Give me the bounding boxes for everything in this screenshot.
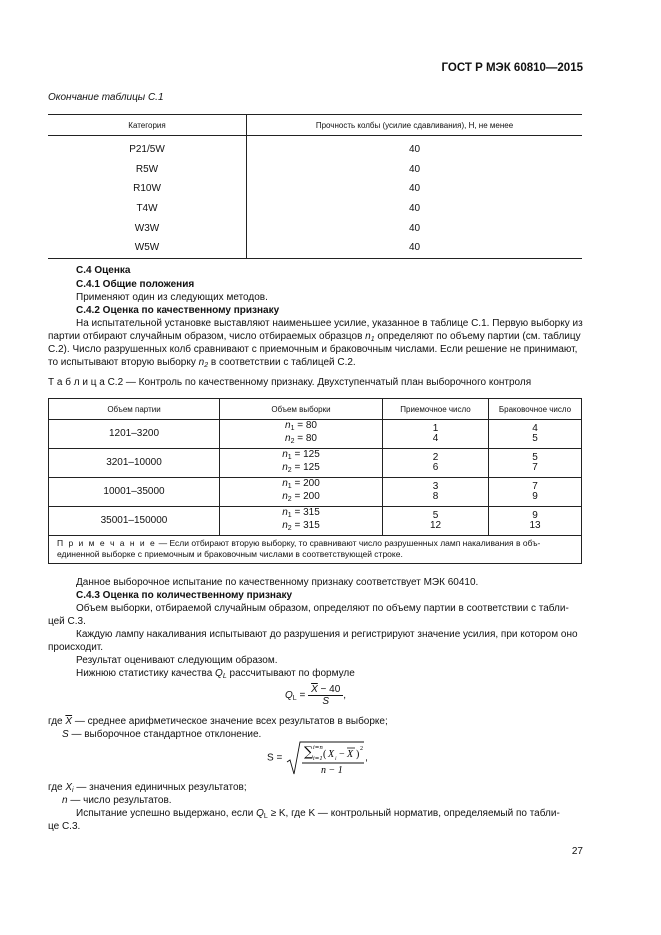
paragraph: Данное выборочное испытание по качественному признаку соответствует МЭК 60410. (76, 577, 479, 588)
table-cell: 40 (408, 242, 421, 254)
svg-text:i: i (335, 756, 337, 762)
table2-caption (48, 377, 588, 388)
table-row (49, 449, 582, 478)
text: Нижнюю статистику качества (76, 668, 213, 679)
sample-size: $n_1 = 315$ $n_2 = 315$ (220, 507, 383, 536)
table2-caption-text: С.2 — Контроль по качественному признаку. Двухступенчатый план выборочного контроля (107, 377, 532, 388)
table-cell: 40 (408, 183, 421, 195)
svg-text:(: ( (323, 749, 327, 760)
table-c1 (48, 114, 582, 259)
reject-number: 4 5 (489, 420, 582, 449)
accept-number: 1 4 (383, 420, 489, 449)
formula-ql: $Q_L$ = $\frac{\overline{X} - 40}{S}$ , (285, 684, 347, 707)
table2-note: П р и м е ч а н и е — Если отбирают вторую выборку, то сравнивают число разрушенных ламп накаливания в объ- единенной выборке с приемочным и браковочным числами в соответствующей строке. (49, 536, 582, 564)
svg-text:i=1: i=1 (313, 756, 323, 762)
paragraph-line (48, 357, 588, 369)
paragraph-line: цей С.3. (48, 616, 86, 627)
lot-size: 35001–150000 (49, 507, 220, 536)
svg-text:): ) (356, 749, 360, 760)
lot-size: 3201–10000 (49, 449, 220, 478)
table-row (48, 136, 582, 160)
table-note-row (49, 536, 582, 564)
document-header: ГОСТ Р МЭК 60810—2015 (441, 62, 583, 74)
sample-size: $n_1 = 80$ $n_2 = 80$ (220, 420, 383, 449)
text: в соответствии с таблицей С.2. (210, 357, 356, 368)
table-cell: P21/5W (48, 136, 247, 160)
text: определяют по объему партии (см. таблицу (377, 331, 581, 342)
table-row (48, 199, 582, 219)
table-row (48, 179, 582, 199)
table1-caption: Окончание таблицы С.1 (48, 92, 164, 103)
paragraph-line (76, 668, 616, 680)
section-heading-c41: С.4.1 Общие положения (76, 279, 195, 290)
table-row (49, 478, 582, 507)
table2-header-lot: Объем партии (49, 399, 220, 420)
table2-header-accept: Приемочное число (383, 399, 489, 420)
lot-size: 10001–35000 (49, 478, 220, 507)
sample-size: $n_1 = 200$ $n_2 = 200$ (220, 478, 383, 507)
sqrt-sum-expression (285, 740, 365, 776)
paragraph-line: Каждую лампу накаливания испытывают до разрушения и регистрируют значение усилия, при котором оно (76, 629, 578, 640)
table-cell: 40 (408, 144, 421, 156)
paragraph-line: С.2). Число разрушенных колб сравнивают с приемочным и браковочным числами. Если решение не принимают, (48, 344, 578, 355)
accept-number: 3 8 (383, 478, 489, 507)
table-row (49, 420, 582, 449)
paragraph-line: происходит. (48, 642, 104, 653)
text: партии отбирают случайным образом, число отбираемых образцов (48, 331, 363, 342)
paragraph-line: На испытательной установке выставляют наименьшее усилие, указанное в таблице С.1. Первую выборку из (76, 318, 583, 329)
section-heading-c42: С.4.2 Оценка по качественному признаку (76, 305, 280, 316)
paragraph-line: где $X_i$ — значения единичных результатов; (48, 782, 247, 794)
table-row (48, 238, 582, 258)
table2-caption-lead: Т а б л и ц а (48, 377, 105, 388)
paragraph-line: Объем выборки, отбираемой случайным образом, определяют по объему партии в соответствии с табли- (76, 603, 569, 614)
accept-number: 2 6 (383, 449, 489, 478)
svg-text:2: 2 (360, 746, 364, 752)
svg-text:−: − (339, 749, 345, 760)
svg-text:n − 1: n − 1 (321, 765, 343, 776)
svg-text:∑: ∑ (304, 745, 314, 760)
section-heading-c43: С.4.3 Оценка по количественному признаку (76, 590, 293, 601)
formula-s: S = ∑ i=n i=1 ( X i − X ) 2 n − 1 , (267, 740, 368, 776)
paragraph-line: где $\overline{X}$ — среднее арифметическое значение всех результатов в выборке; (48, 716, 388, 727)
svg-text:X: X (347, 749, 354, 760)
table1-header-strength: Прочность колбы (усилие сдавливания), Н, не менее (247, 115, 583, 136)
table-cell: R10W (48, 179, 247, 199)
table-row (48, 218, 582, 238)
paragraph-line: S — выборочное стандартное отклонение. (62, 729, 262, 740)
section-heading-c4: С.4 Оценка (76, 265, 131, 276)
table2-header-reject: Браковочное число (489, 399, 582, 420)
table2-header-sample: Объем выборки (220, 399, 383, 420)
sample-size: $n_1 = 125$ $n_2 = 125$ (220, 449, 383, 478)
symbol-n2: $n_2$ (198, 357, 209, 369)
reject-number: 9 13 (489, 507, 582, 536)
text: то испытывают вторую выборку (48, 357, 196, 368)
reject-number: 7 9 (489, 478, 582, 507)
svg-text:i=n: i=n (313, 745, 323, 751)
table-c2 (48, 398, 582, 564)
table-cell: T4W (48, 199, 247, 219)
table-cell: 40 (408, 222, 421, 234)
symbol-ql: $Q_L$ (215, 668, 227, 680)
reject-number: 5 7 (489, 449, 582, 478)
text: рассчитывают по формуле (229, 668, 355, 679)
svg-text:X: X (328, 749, 335, 760)
paragraph-line: n — число результатов. (62, 795, 172, 806)
paragraph: Применяют один из следующих методов. (76, 292, 268, 303)
table-row (48, 160, 582, 180)
paragraph-line: Результат оценивают следующим образом. (76, 655, 278, 666)
table-cell: R5W (48, 160, 247, 180)
table-row (49, 507, 582, 536)
paragraph-line (48, 331, 588, 343)
table1-header-category: Категория (48, 115, 247, 136)
symbol-n1: $n_1$ (365, 331, 375, 343)
table-cell: W3W (48, 218, 247, 238)
paragraph-line: це С.3. (48, 821, 81, 832)
table-cell: 40 (408, 203, 421, 215)
paragraph-line: Испытание успешно выдержано, если $Q_L \ge K$, где K — контрольный норматив, определяемый по табли- (76, 808, 560, 820)
page-number: 27 (571, 846, 583, 857)
table-cell: W5W (48, 238, 247, 258)
lot-size: 1201–3200 (49, 420, 220, 449)
accept-number: 5 12 (383, 507, 489, 536)
table-cell: 40 (408, 163, 421, 175)
